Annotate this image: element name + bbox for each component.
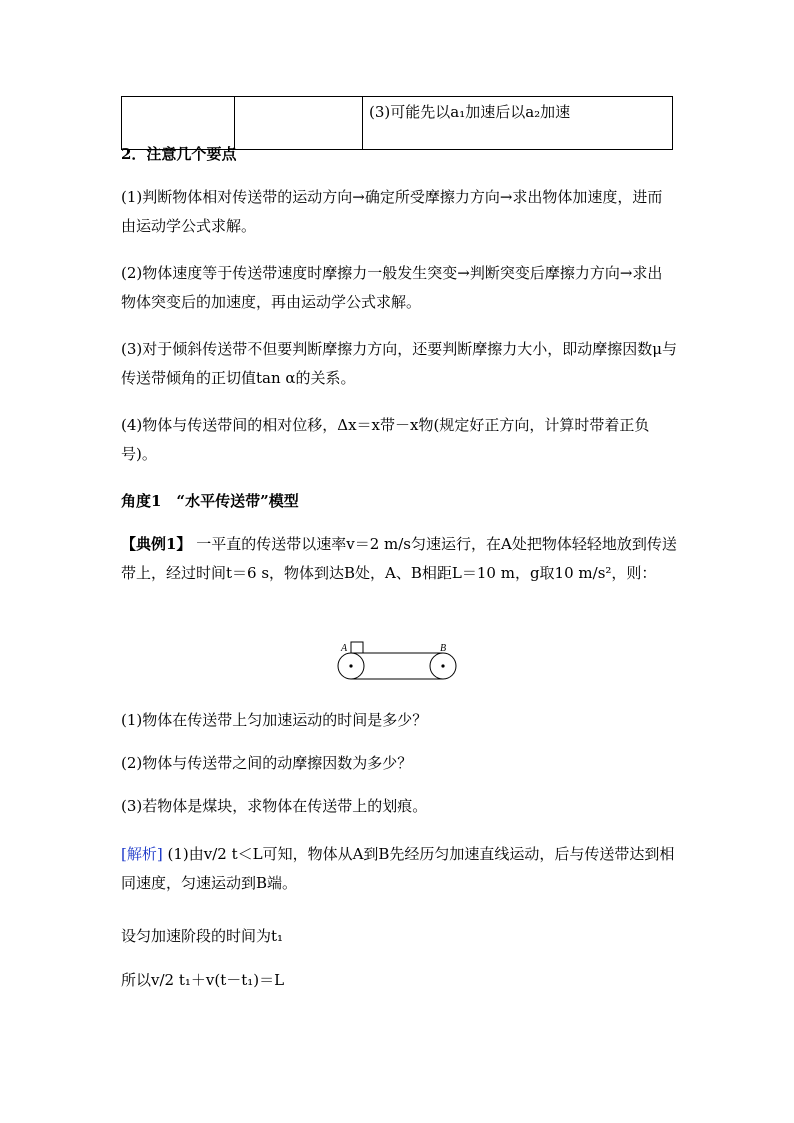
solution-line-1: (1)由v/2 t＜L可知，物体从A到B先经历匀加速直线运动，后与传送带达到相同速度，匀速运动到B端。 (121, 845, 675, 892)
conveyor-belt-figure (330, 638, 465, 686)
left-pulley-axle (349, 664, 352, 667)
table-cell-note: (3)可能先以a₁加速后以a₂加速 (363, 97, 673, 150)
solution-paragraph (121, 840, 677, 898)
question-2: (2)物体与传送带之间的动摩擦因数为多少？ (121, 754, 413, 772)
question-1: (1)物体在传送带上匀加速运动的时间是多少？ (121, 711, 428, 729)
object-block (351, 642, 363, 653)
label-b: B (440, 643, 447, 654)
solution-tag: [解析] (121, 845, 163, 863)
solution-line-3: 所以v/2 t₁＋v(t－t₁)＝L (121, 971, 285, 989)
solution-line-2: 设匀加速阶段的时间为t₁ (121, 927, 284, 945)
point-2: (2)物体速度等于传送带速度时摩擦力一般发生突变→判断突变后摩擦力方向→求出物体突变后的加速度，再由运动学公式求解。 (121, 264, 663, 311)
label-a: A (341, 643, 348, 654)
point-4: (4)物体与传送带间的相对位移，Δx＝x带－x物(规定好正方向，计算时带着正负号)。 (121, 416, 650, 463)
angle-title: 角度1 “水平传送带”模型 (121, 492, 299, 510)
right-pulley-axle (441, 664, 444, 667)
section-heading: 2．注意几个要点 (121, 145, 237, 163)
example-text: 一平直的传送带以速率v＝2 m/s匀速运行，在A处把物体轻轻地放到传送带上，经过时间t＝6 s，物体到达B处，A、B相距L＝10 m，g取10 m/s²，则： (121, 535, 677, 582)
question-3: (3)若物体是煤块，求物体在传送带上的划痕。 (121, 797, 428, 815)
point-3: (3)对于倾斜传送带不但要判断摩擦力方向，还要判断摩擦力大小，即动摩擦因数μ与传送带倾角的正切值tan α的关系。 (121, 340, 677, 387)
example-paragraph (121, 530, 677, 588)
example-tag: 【典例1】 (121, 535, 192, 553)
point-1: (1)判断物体相对传送带的运动方向→确定所受摩擦力方向→求出物体加速度，进而由运动学公式求解。 (121, 188, 663, 235)
